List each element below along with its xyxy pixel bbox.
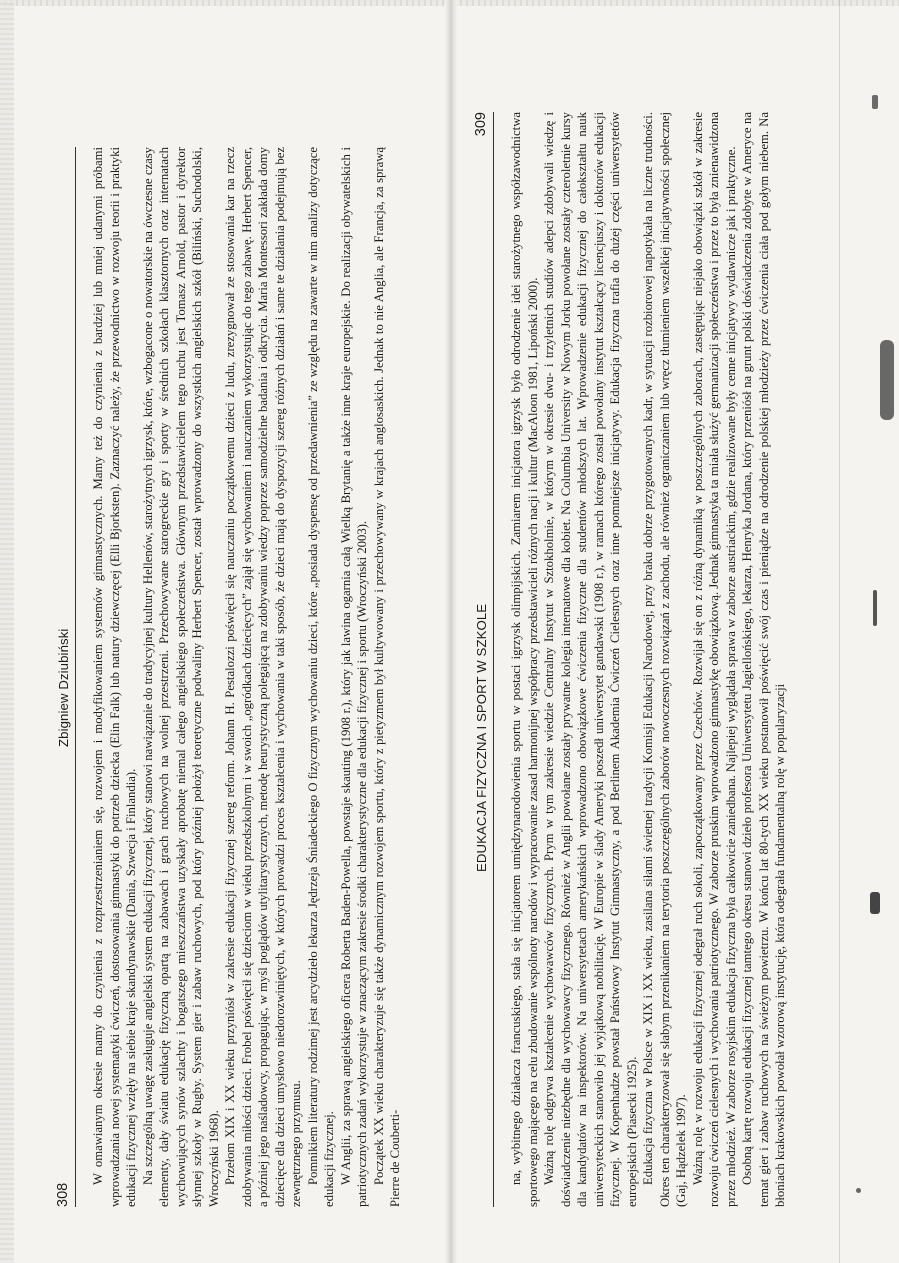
paragraph: Ważną rolę w rozwoju edukacji fizycznej odegrał ruch sokoli, zapoczątkowany przez Czechów. Rozwijał się on z różną dynamiką w poszczególnych zaborach, zastępując niejako obowiązki szkół w zakresie rozwoju ćwiczeń cielesnych i wychowania patriotycznego. W zaborze pruskim wprowadzono gimnastykę obowiązkową. Jednak gimnastyka ta miała służyć germanizacji społeczeństwa i przez to była znienawidzona przez młodzież. W zaborze rosyjskim edukacja fizyczna była całkowicie zaniedbana. Najlepiej wyglądała sprawa w zaborze austriackim, gdzie realizowane były cenne inicjatywy wydawnicze jak i praktyczne. — [690, 112, 738, 1207]
left-page-number: 308 — [55, 1182, 71, 1207]
left-page — [49, 147, 404, 1207]
paragraph: W omawianym okresie mamy do czynienia z rozprzestrzenianiem się, rozwojem i modyfikowaniem systemów gimnastycznych. Mamy też do czynienia z bardziej lub mniej udanymi próbami wprowadzania nowej systematyki ćwiczeń, dostosowania gimnastyki do potrzeb dziecka (Elin Falk) lub natury dziewczęcej (Elli Bjorksten). Zaznaczyć należy, że przewodnictwo w rozwoju teorii i praktyki edukacji fizycznej wzięły na siebie kraje skandynawskie (Dania, Szwecja i Finlandia). — [91, 147, 138, 1207]
scan-speck — [856, 1188, 861, 1193]
scan-edge-left — [0, 0, 14, 1263]
paragraph: Ważną rolę odgrywa kształcenie wychowawców fizycznych. Prym w tym zakresie wiedzie Centralny Instytut w Sztokholmie, w którym w okresie dwu- i trzyletnich studiów adepci zdobywali wiedzę i doświadczenie niezbędne dla wychowawcy fizycznego. Również w Anglii powołane zostały prywatne kolegia internatowe dla kobiet. Na Columbia University w Nowym Jorku powołane zostały czteroletnie kursy dla kandydatów na inspektorów. Na uniwersytetach amerykańskich wprowadzono obowiązkowe ćwiczenia fizyczne dla studentów młodszych lat. Wprowadzenie edukacji fizycznej do całokształtu nauk uniwersyteckich stanowiło jej wyjątkową nobilitację. W Europie w ślady Ameryki poszedł uniwersytet gandawski (1908 r.), w ramach którego został powołany instytut kształcący licencjuszy i doktorów edukacji fizycznej. W Kopenhadze powstał Państwowy Instytut Gimnastyczny, a pod Berlinem Akademia Ćwiczeń Cielesnych oraz inne pomniejsze inicjatywy. Edukacja fizyczna trafia do dużej części uniwersytetów europejskich (Piasecki 1925). — [542, 112, 639, 1207]
scan-line — [839, 0, 840, 1263]
right-running-head: EDUKACJA FIZYCZNA I SPORT W SZKOLE — [474, 603, 489, 872]
paragraph: W Anglii, za sprawą angielskiego oficera Roberta Baden-Powella, powstaje skauting (1908 r.), który jak lawina ogarnia całą Wielką Brytanię a także inne kraje europejskie. Do realizacji obywatelskich i patriotycznych zadań wykorzystuje w znaczącym zakresie środki charakterystyczne dla edukacji fizycznej i sportu (Wroczyński 2003). — [338, 147, 369, 1207]
paragraph: Przełom XIX i XX wieku przyniósł w zakresie edukacji fizycznej szereg reform. Johann H. Pestalozzi poświęcił się nauczaniu początkowemu dzieci z ludu, zrezygnował ze stosowania kar na rzecz zdobywania miłości dzieci. Frobel poświęcił się dzieciom w wieku przedszkolnym i w swoich „ogródkach dziecięcych” zajął się wychowaniem i nauczaniem wykorzystując do tego zabawę. Herbert Spencer, a później jego naśladowcy, propagując, w myśl poglądów utylitarystycznych, metodę heurystyczną polegającą na zdobywaniu wiedzy poprzez samodzielne badania i odkrycia. Maria Montessori zakłada domy dziecięce dla dzieci umysłowo niedorozwiniętych, w których prowadzi proces kształcenia i wychowania w taki sposób, że dzieci mają do dyspozycji szereg różnych działań i same te działania podejmują bez zewnętrznego przymusu. — [223, 147, 303, 1207]
scan-speck — [872, 95, 878, 109]
book-gutter — [445, 0, 457, 1263]
scan-speck — [880, 340, 894, 420]
scan-speck — [873, 590, 877, 626]
right-page-header — [467, 112, 494, 1207]
paragraph: Pomnikiem literatury rodzimej jest arcydzieło lekarza Jędrzeja Śniadeckiego O fizycznym wychowaniu dzieci, które „posiada dyspensę od przedawnienia” ze względu na zawarte w nim analizy dotyczące edukacji fizycznej. — [305, 147, 336, 1207]
paragraph: Początek XX wieku charakteryzuje się także dynamicznym rozwojem sportu, który z pietyzmem był kultywowany i przechowywany w krajach anglosaskich. Jednak to nie Anglia, ale Francja, za sprawą Pierre de Couberti- — [371, 147, 402, 1207]
left-page-body — [90, 147, 404, 1207]
paragraph: Osobną kartę rozwoju edukacji fizycznej tamtego okresu stanowi dzieło profesora Uniwersytetu Jagiellońskiego, lekarza, Henryka Jordana, który przeniósł na grunt polski doświadczenia zdobyte w Ameryce na temat gier i zabaw ruchowych na świeżym powietrzu. W końcu lat 80-tych XX wieku postanowił poświęcić swój czas i pieniądze na odrodzenie polskiej młodzieży przez ćwiczenia ciała pod gołym niebem. Na błoniach krakowskich powołał wzorową instytucję, która odegrała fundamentalną rolę w popularyzacji — [740, 112, 787, 1207]
right-page-body — [508, 112, 789, 1207]
right-page-number: 309 — [473, 112, 489, 137]
right-page — [467, 112, 789, 1207]
paragraph: Edukacja fizyczna w Polsce w XIX i XX wieku, zasilana siłami świetnej tradycji Komisji Edukacji Narodowej, przy braku dobrze przygotowanych kadr, w sytuacji rozbiorowej napotykała na liczne trudności. Okres ten charakteryzował się słabym przenikaniem na terytoria poszczególnych zaborów nowoczesnych rozwiązań z zachodu, ale również ograniczaniem lub wręcz tłumieniem wszelkiej inicjatywności społecznej (Gaj, Hądzelek 1997). — [641, 112, 688, 1207]
paragraph: na, wybitnego działacza francuskiego, stała się inicjatorem umiędzynarodowienia sportu w postaci igrzysk olimpijskich. Zamiarem inicjatora igrzysk było odrodzenie idei starożytnego współzawodnictwa sportowego mającego na celu zbudowanie wspólnoty narodów i wypracowanie zasad harmonijnej współpracy przedstawicieli różnych nacji i kultur (MacAloon 1981, Lipoński 2000). — [509, 112, 540, 1207]
left-running-head: Zbigniew Dziubiński — [56, 628, 71, 747]
paragraph: Na szczególną uwagę zasługuje angielski system edukacji fizycznej, który stanowi nawiązanie do tradycyjnej kultury Hellenów, starożytnych igrzysk, które, wzbogacone o nowatorskie na ówczesne czasy elementy, dały światu edukację fizyczną opartą na zabawach i grach ruchowych na wolnej przestrzeni. Przechowywane starogreckie gry i sporty w średnich szkołach klasztornych oraz internatach wychowujących synów szlachty i bogatszego mieszczaństwa uzyskały aprobatę niemal całego angielskiego społeczeństwa. Głównym przedstawicielem tego ruchu jest Tomasz Arnold, pastor i dyrektor słynnej szkoły w Rugby. System gier i zabaw ruchowych, pod który później położył teoretyczne podwaliny Herbert Spencer, został wprowadzony do wszystkich angielskich szkół (Biliński, Suchodolski, Wroczyński 1968). — [140, 147, 221, 1207]
left-page-header — [49, 147, 76, 1207]
scan-speck — [870, 892, 880, 914]
